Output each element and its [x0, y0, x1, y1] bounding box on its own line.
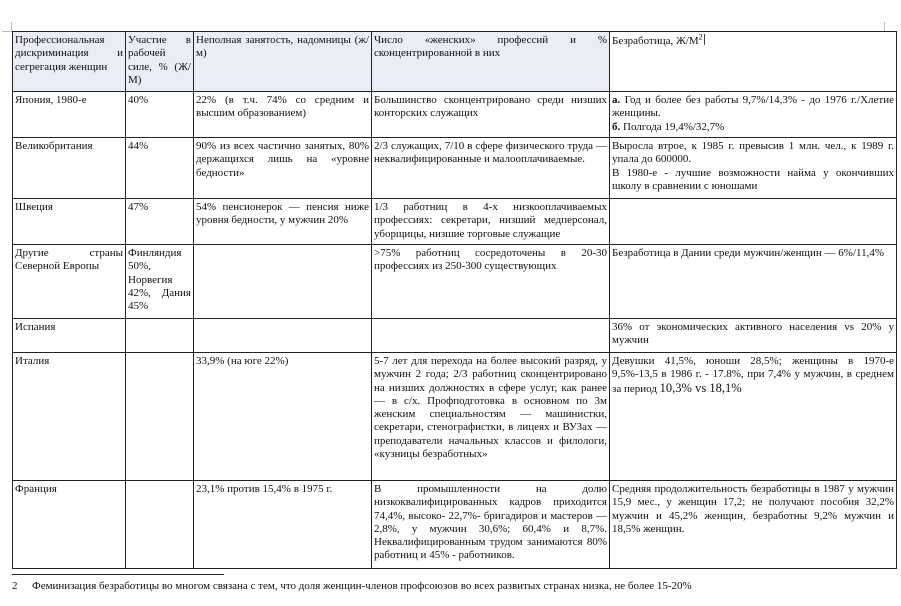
cell-professions: Большинство сконцентрировано среди низших конторских служащих	[372, 92, 610, 138]
cell-unemployment: а. Год и более без работы 9,7%/14,3% - до 1976 г./Хлетие женщины. б. Полгода 19,4%/32,7%	[610, 92, 897, 138]
table-row	[13, 138, 897, 199]
header-participation: Участие в рабочей силе, % (Ж/М)	[126, 32, 194, 92]
cell-part-time: 90% из всех частично занятых, 80% держащихся лишь на «уровне бедности»	[194, 138, 372, 199]
margin-corner-mark-left	[2, 22, 12, 32]
cell-part-time	[194, 319, 372, 353]
cell-participation: Финляндия 50%, Норвегия 42%, Дания 45%	[126, 245, 194, 319]
cell-part-time: 23,1% против 15,4% в 1975 г.	[194, 481, 372, 569]
table-row	[13, 199, 897, 245]
table-header-row	[13, 32, 897, 92]
footnote-ref: 2	[698, 32, 703, 42]
text-cursor	[704, 34, 705, 45]
cell-country: Италия	[13, 353, 126, 481]
table-row	[13, 92, 897, 138]
cell-part-time	[194, 245, 372, 319]
cell-part-time: 33,9% (на юге 22%)	[194, 353, 372, 481]
cell-participation: 44%	[126, 138, 194, 199]
cell-professions: >75% работниц сосредоточены в 20-30 профессиях из 250-300 существующих	[372, 245, 610, 319]
cell-professions: 1/3 работниц в 4-х низкооплачиваемых профессиях: секретари, низший медперсонал, уборщицы, низшие торговые служащие	[372, 199, 610, 245]
cell-professions: 2/3 служащих, 7/10 в сфере физического труда — неквалифицированные и малооплачиваемые.	[372, 138, 610, 199]
discrimination-table	[12, 31, 897, 569]
cell-part-time: 54% пенсионерок — пенсия ниже уровня бедности, у мужчин 20%	[194, 199, 372, 245]
cell-participation	[126, 353, 194, 481]
cell-unemployment	[610, 199, 897, 245]
cell-professions: 5-7 лет для перехода на более высокий разряд, у мужчин 2 года; 2/3 работниц сконцентрировано на низших должностях в сфере услуг, как ранее — в с/х. Профподготовка в основном по 3м женским специальностям — машинистки, секретари, стенографистки, в лицеях и ВУЗах — преподаватели начальных классов и филологи, «кузницы безработных»	[372, 353, 610, 481]
cell-participation: 47%	[126, 199, 194, 245]
header-part-time: Неполная занятость, надомницы (ж/м)	[194, 32, 372, 92]
cell-country: Другие страны Северной Европы	[13, 245, 126, 319]
table-row	[13, 245, 897, 319]
table-row	[13, 353, 897, 481]
cell-country: Швеция	[13, 199, 126, 245]
cell-professions	[372, 319, 610, 353]
footnote-number: 2	[12, 580, 18, 592]
header-unemployment: Безработица, $Ж/М^2$	[610, 32, 897, 92]
cell-participation	[126, 319, 194, 353]
cell-country: Франция	[13, 481, 126, 569]
cell-unemployment: Средняя продолжительность безработицы в 1987 у мужчин 15,9 мес., у женщин 17,2; не получают пособия 32,2% мужчин и 45,2% женщин, безработны 9,2% мужчин и 18,5% женщин.	[610, 481, 897, 569]
list-marker-b: б.	[612, 120, 621, 133]
cell-part-time: 22% (в т.ч. 74% со средним и высшим образованием)	[194, 92, 372, 138]
footnote	[12, 580, 892, 593]
cell-unemployment: Безработица в Дании среди мужчин/женщин — 6%/11,4%	[610, 245, 897, 319]
cell-participation: 40%	[126, 92, 194, 138]
footnote-separator	[12, 574, 224, 575]
cell-country: Испания	[13, 319, 126, 353]
cell-country: Великобритания	[13, 138, 126, 199]
cell-country: Япония, 1980-е	[13, 92, 126, 138]
list-marker-a: а.	[612, 94, 621, 106]
cell-unemployment: Девушки 41,5%, юноши 28,5%; женщины в 1970-е 9,5%-13,5 в 1986 г. - 17.8%, при 7,4% у мужчин, в среднем за период 10,3% vs 18,1%	[610, 353, 897, 481]
header-segregation: Профессиональная дискриминация и сегрегация женщин	[13, 32, 126, 92]
table-row	[13, 319, 897, 353]
cell-unemployment: 36% от экономических активного населения vs 20% у мужчин	[610, 319, 897, 353]
cell-professions: В промышленности на долю низкоквалифицированных кадров приходится 74,4%, высоко- 22,7%- бригадиров и мастеров — 2,8%, у мужчин 30,6%; 60,4% и 8,7%. Неквалифицированным трудом занимаются 80% работниц и 45% - работников.	[372, 481, 610, 569]
table-row	[13, 481, 897, 569]
cell-unemployment: Выросла втрое, к 1985 г. превысив 1 млн. чел., к 1989 г. упала до 600000. В 1980-е - лучшие возможности найма у окончивших школу в сравнении с юношами	[610, 138, 897, 199]
cell-participation	[126, 481, 194, 569]
footnote-text: Феминизация безработицы во многом связана с тем, что доля женщин-членов профсоюзов во всех развитых странах низка, не более 15-20%	[32, 580, 692, 592]
header-female-professions: Число «женских» профессий и % сконцентрированной в них	[372, 32, 610, 92]
